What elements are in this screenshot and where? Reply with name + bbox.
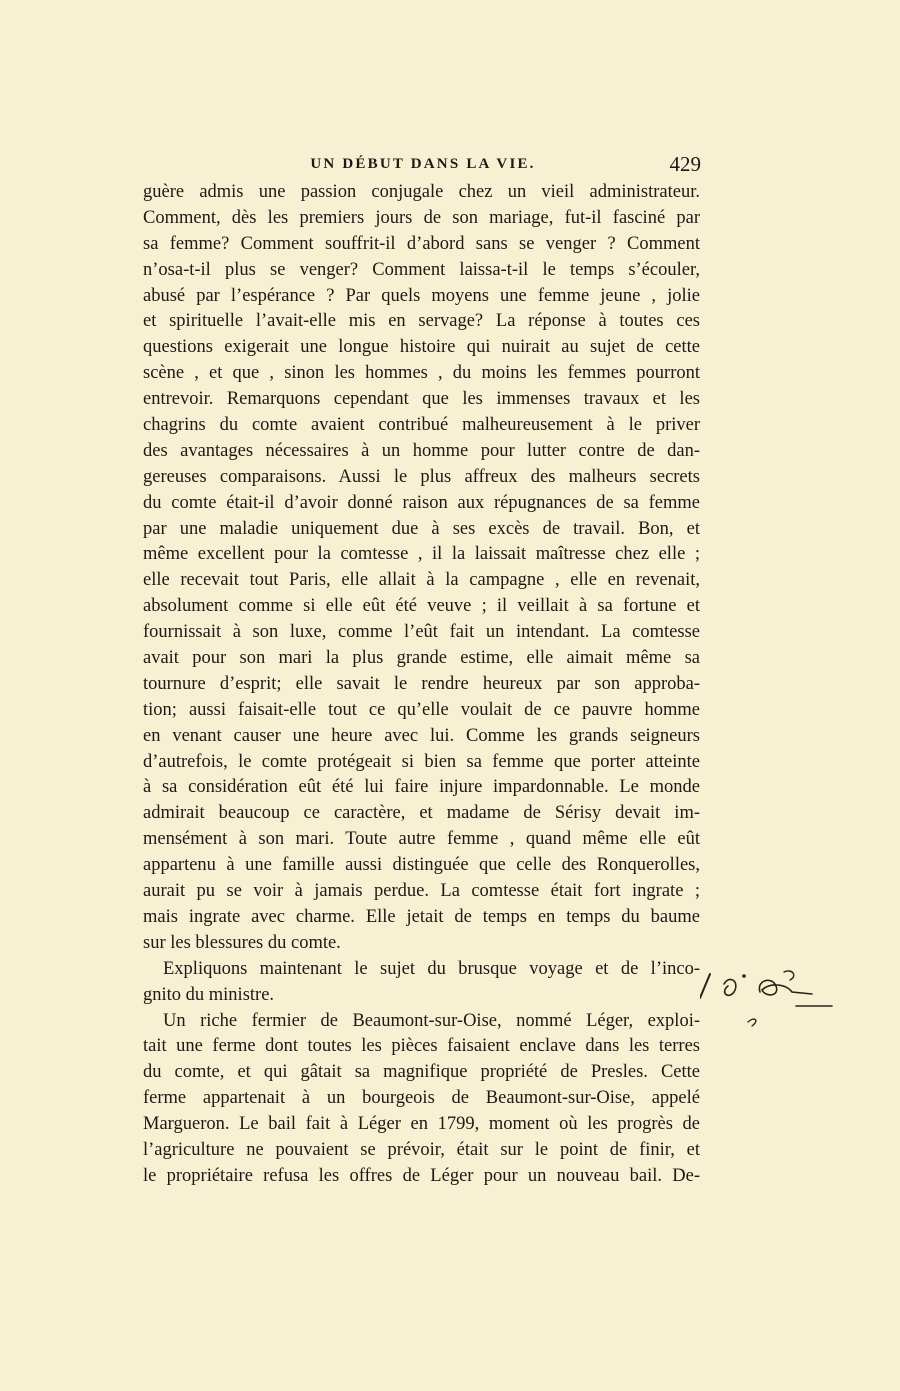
text-line: sa femme? Comment souffrit-il d’abord sans se venger ? Comment [143, 233, 700, 254]
text-line: Un riche fermier de Beaumont-sur-Oise, nommé Léger, exploi- [163, 1010, 700, 1031]
text-line: fournissait à son luxe, comme l’eût fait un intendant. La comtesse [143, 622, 700, 643]
text-line: à sa considération eût été lui faire injure impardonnable. Le monde [143, 777, 700, 798]
text-line: guère admis une passion conjugale chez un vieil administrateur. [143, 182, 700, 202]
text-line: absolument comme si elle eût été veuve ; il veillait à sa fortune et [143, 596, 700, 617]
text-line: chagrins du comte avaient contribué malheureusement à le priver [143, 415, 700, 436]
text-line: aurait pu se voir à jamais perdue. La comtesse était fort ingrate ; [143, 881, 700, 902]
text-line: du comte était-il d’avoir donné raison aux répugnances de sa femme [143, 492, 700, 513]
page-number: 429 [669, 152, 701, 176]
text-line: d’autrefois, le comte protégeait si bien sa femme que porter atteinte [143, 751, 700, 772]
text-line: en venant causer une heure avec lui. Comme les grands seigneurs [143, 725, 700, 746]
text-line: admirait beaucoup ce caractère, et madame de Sérisy devait im- [143, 803, 700, 824]
text-line: Margueron. Le bail fait à Léger en 1799, moment où les progrès de [143, 1114, 700, 1135]
text-line: elle recevait tout Paris, elle allait à la campagne , elle en revenait, [143, 570, 700, 591]
text-line: tait une ferme dont toutes les pièces faisaient enclave dans les terres [143, 1036, 700, 1057]
text-line: du comte, et qui gâtait sa magnifique propriété de Presles. Cette [143, 1062, 700, 1083]
text-line: abusé par l’espérance ? Par quels moyens une femme jeune , jolie [143, 285, 700, 306]
text-line: même excellent pour la comtesse , il la laissait maîtresse chez elle ; [143, 544, 700, 565]
text-line: des avantages nécessaires à un homme pour lutter contre de dan- [143, 440, 700, 461]
running-head [143, 152, 703, 180]
text-line: gereuses comparaisons. Aussi le plus affreux des malheurs secrets [143, 466, 700, 487]
text-line: Expliquons maintenant le sujet du brusque voyage et de l’inco- [163, 958, 700, 979]
text-line: scène , et que , sinon les hommes , du moins les femmes pourront [143, 363, 700, 384]
text-line: tournure d’esprit; elle savait le rendre heureux par son approba- [143, 673, 700, 694]
text-line: Comment, dès les premiers jours de son mariage, fut-il fasciné par [143, 207, 700, 228]
text-line: mais ingrate avec charme. Elle jetait de temps en temps du baume [143, 906, 700, 927]
text-line: n’osa-t-il plus se venger? Comment laissa-t-il le temps s’écouler, [143, 259, 700, 280]
handwritten-margin-annotation [700, 962, 850, 1032]
text-line: et spirituelle l’avait-elle mis en servage? La réponse à toutes ces [143, 311, 700, 332]
text-line: tion; aussi faisait-elle tout ce qu’elle voulait de ce pauvre homme [143, 699, 700, 720]
text-line: l’agriculture ne pouvaient se prévoir, était sur le point de finir, et [143, 1139, 700, 1160]
text-line: par une maladie uniquement due à ses excès de travail. Bon, et [143, 518, 700, 539]
text-line: mensément à son mari. Toute autre femme , quand même elle eût [143, 829, 700, 850]
text-line: sur les blessures du comte. [143, 932, 341, 953]
text-line: appartenu à une famille aussi distinguée que celle des Ronquerolles, [143, 855, 700, 876]
text-line: le propriétaire refusa les offres de Léger pour un nouveau bail. De- [143, 1165, 700, 1186]
text-line: questions exigerait une longue histoire qui nuirait au sujet de cette [143, 337, 700, 358]
text-line: entrevoir. Remarquons cependant que les immenses travaux et les [143, 389, 700, 410]
text-line: avait pour son mari la plus grande estime, elle aimait même sa [143, 648, 700, 669]
text-line: gnito du ministre. [143, 984, 275, 1005]
running-title: UN DÉBUT DANS LA VIE. [310, 156, 536, 172]
text-line: ferme appartenait à un bourgeois de Beaumont-sur-Oise, appelé [143, 1088, 700, 1109]
body-text [143, 180, 700, 1190]
